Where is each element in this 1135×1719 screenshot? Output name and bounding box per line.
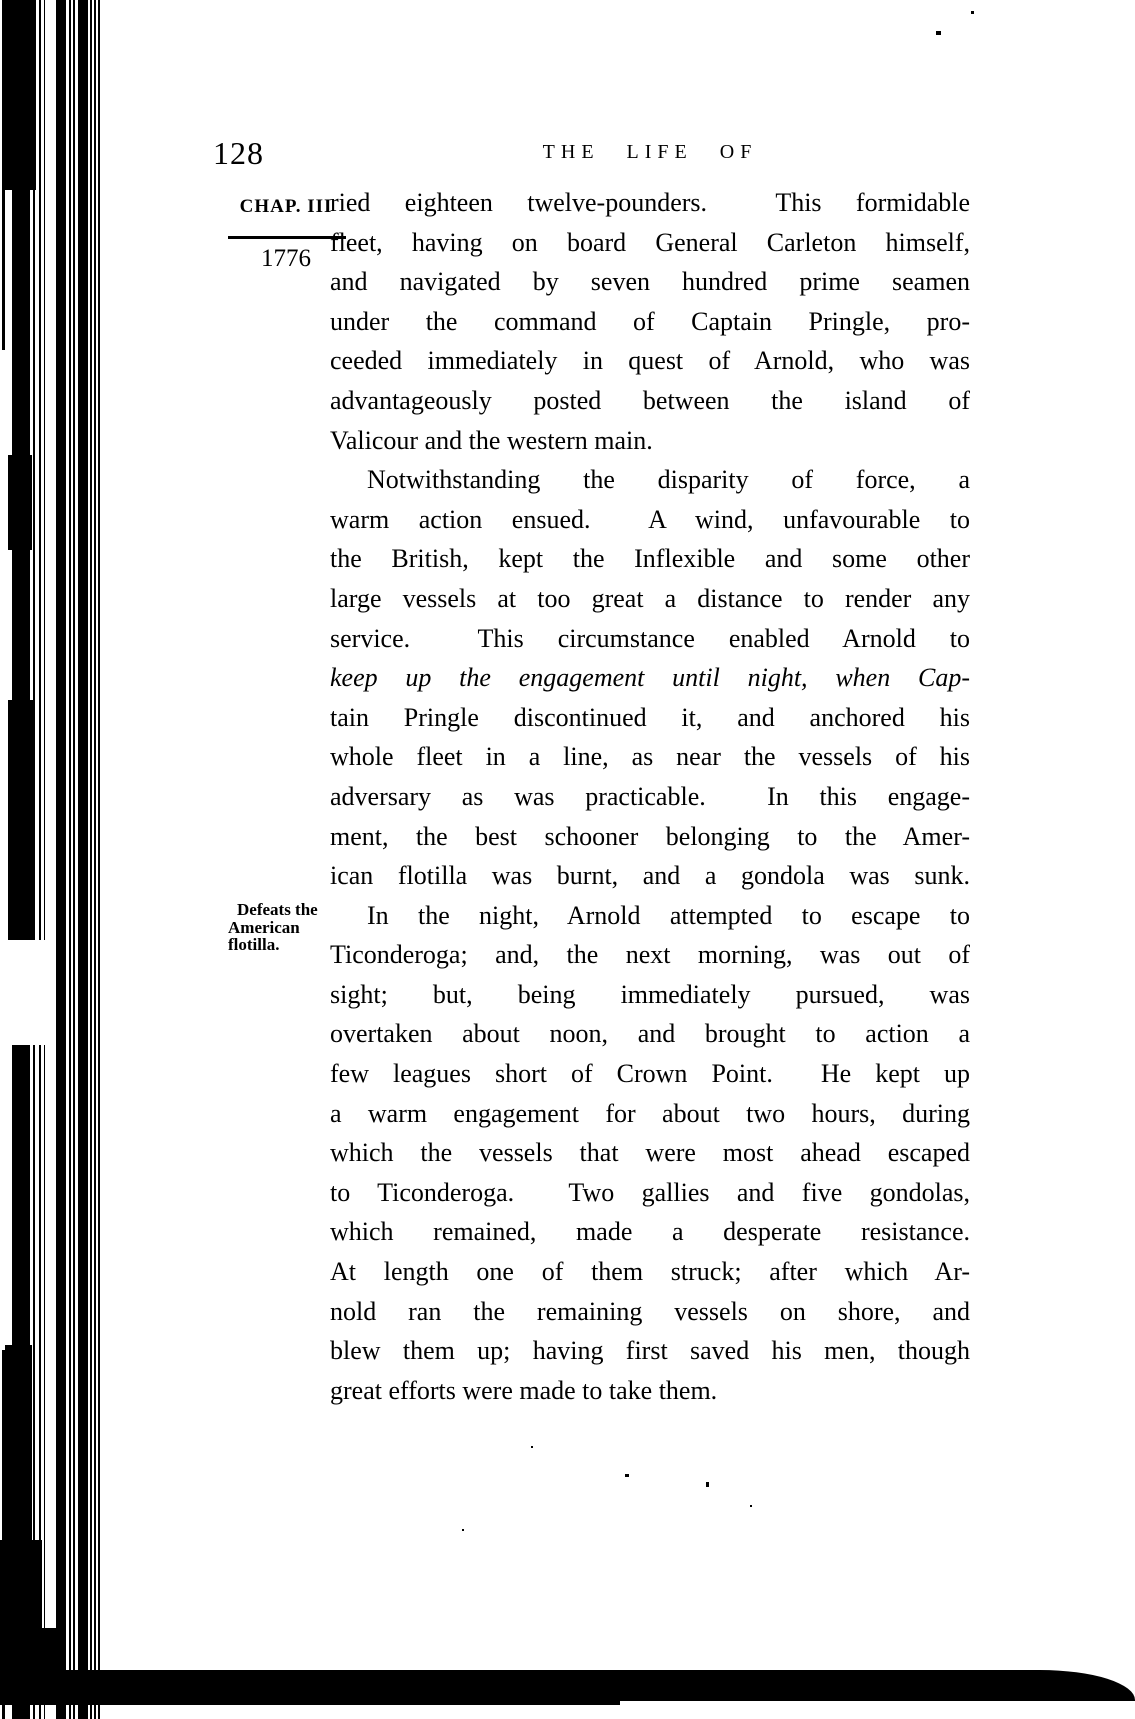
body-line: fleet, having on board General Carleton himself,	[330, 227, 970, 257]
body-line: adversary as was practicable. In this engage-	[330, 781, 970, 811]
body-line: Valicour and the western main.	[330, 425, 653, 455]
scan-streak	[8, 700, 33, 940]
body-line: ried eighteen twelve-pounders. This formidable	[330, 188, 970, 217]
scan-speck	[936, 31, 941, 35]
body-line: to Ticonderoga. Two gallies and five gondolas,	[330, 1177, 970, 1207]
sidenote-line: Defeats the	[237, 900, 318, 919]
body-line: At length one of them struck; after which Ar-	[330, 1257, 970, 1287]
body-line: ican flotilla was burnt, and a gondola was sunk.	[330, 861, 970, 891]
sidenote-line: flotilla.	[228, 935, 280, 954]
page-number: 128	[213, 135, 264, 171]
body-line: which the vessels that were most ahead escaped	[330, 1138, 970, 1168]
body-line: great efforts were made to take them.	[330, 1375, 718, 1405]
sidenote-line: American	[228, 917, 300, 937]
margin-year: 1776	[261, 245, 311, 272]
body-line: overtaken about noon, and brought to action a	[330, 1019, 970, 1049]
body-line: tain Pringle discontinued it, and anchored his	[330, 702, 970, 732]
scan-bottom-edge-artifact-left	[0, 1697, 620, 1705]
scan-streak	[5, 1345, 32, 1545]
body-line: a warm engagement for about two hours, during	[330, 1098, 970, 1128]
body-line: and navigated by seven hundred prime seamen	[330, 267, 970, 297]
chapter-heading-rule	[228, 236, 346, 239]
chapter-heading: CHAP. III	[239, 196, 333, 217]
body-line: ment, the best schooner belonging to the Amer-	[330, 821, 970, 851]
body-line: ceeded immediately in quest of Arnold, who was	[330, 346, 970, 376]
scan-streak-gap	[0, 940, 55, 1045]
body-line: blew them up; having first saved his men, though	[330, 1336, 970, 1366]
body-line: few leagues short of Crown Point. He kept up	[330, 1059, 970, 1089]
body-line: nold ran the remaining vessels on shore, and	[330, 1296, 970, 1326]
scan-streak	[2, 0, 5, 350]
scan-streak	[2, 0, 36, 190]
margin-sidenote	[228, 901, 344, 954]
body-line: under the command of Captain Pringle, pro-	[330, 306, 970, 336]
body-line: Notwithstanding the disparity of force, a	[367, 465, 970, 495]
scan-speck	[706, 1482, 709, 1487]
body-line: whole fleet in a line, as near the vessels of his	[330, 742, 970, 772]
body-line: keep up the engagement until night, when Cap-	[330, 663, 970, 693]
body-line: warm action ensued. A wind, unfavourable to	[330, 504, 970, 534]
body-text	[330, 183, 970, 1410]
scan-speck	[462, 1529, 464, 1531]
scan-streak	[8, 455, 32, 550]
running-header: THE LIFE OF	[542, 141, 758, 163]
scan-speck	[531, 1446, 533, 1448]
body-line: service. This circumstance enabled Arnold to	[330, 623, 970, 653]
scan-speck	[750, 1505, 752, 1507]
body-line: Ticonderoga; and, the next morning, was out of	[330, 940, 970, 970]
scan-binding-artifact	[0, 0, 103, 1719]
body-line: large vessels at too great a distance to render any	[330, 583, 970, 613]
body-line: In the night, Arnold attempted to escape to	[367, 900, 970, 930]
scan-speck	[971, 11, 974, 14]
body-line: the British, kept the Inflexible and some other	[330, 544, 970, 574]
body-line: which remained, made a desperate resistance.	[330, 1217, 970, 1247]
body-line: sight; but, being immediately pursued, was	[330, 979, 970, 1009]
scan-speck	[625, 1474, 629, 1477]
body-line: advantageously posted between the island of	[330, 385, 970, 415]
